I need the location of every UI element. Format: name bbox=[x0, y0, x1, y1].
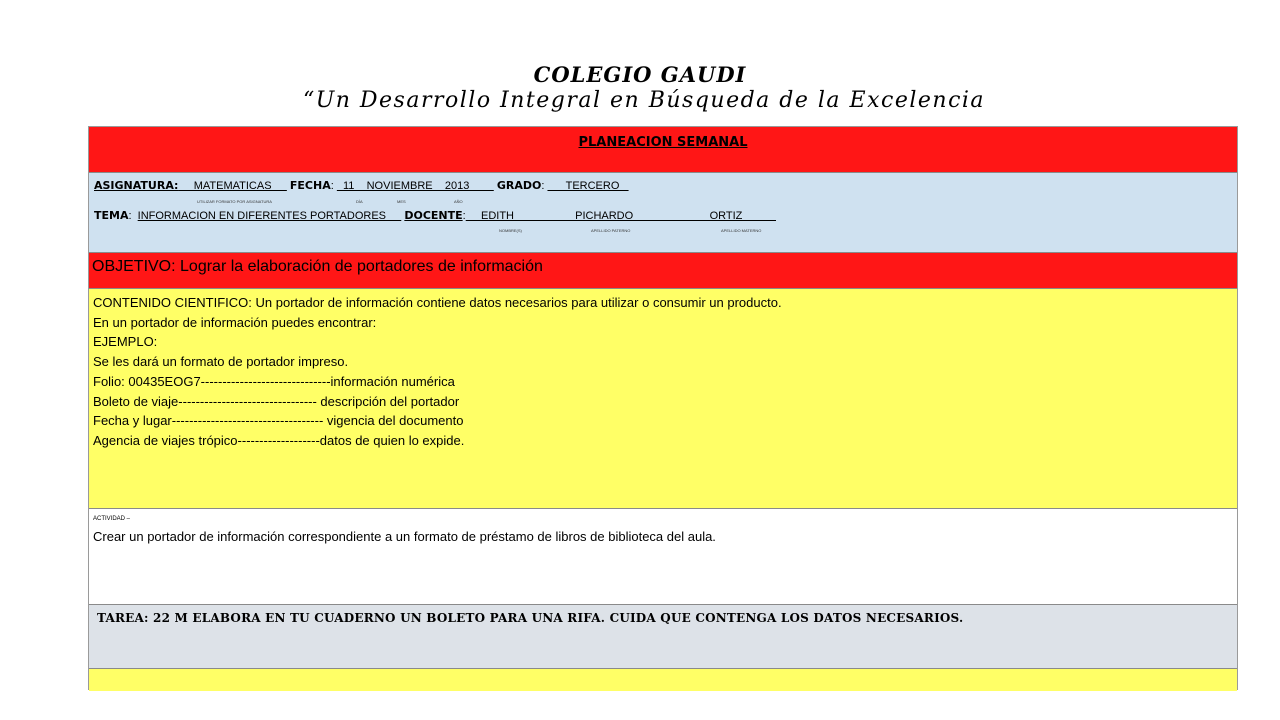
tarea-text: TAREA: 22 M ELABORA EN TU CUADERNO UN BOLETO PARA UNA RIFA. CUIDA QUE CONTENGA LOS DATOS NECESARIOS. bbox=[97, 611, 964, 625]
school-motto: “Un Desarrollo Integral en Búsqueda de la Excelencia bbox=[302, 88, 986, 113]
contenido-line: CONTENIDO CIENTIFICO: Un portador de información contiene datos necesarios para utilizar o consumir un producto. bbox=[93, 295, 782, 310]
contenido-line: En un portador de información puedes encontrar: bbox=[93, 314, 377, 330]
hint-materno: APELLIDO MATERNO bbox=[721, 228, 762, 233]
contenido-line: Fecha y lugar----------------------------------- vigencia del documento bbox=[93, 413, 464, 429]
footer-row bbox=[89, 669, 1237, 691]
asignatura-line bbox=[94, 179, 629, 192]
hint-nombre: NOMBRE(S) bbox=[499, 228, 522, 233]
grado-sep: : bbox=[541, 180, 548, 192]
hint-mes: MES bbox=[397, 199, 406, 204]
school-name: COLEGIO GAUDI bbox=[533, 62, 747, 87]
hint-paterno: APELLIDO PATERNO bbox=[591, 228, 631, 233]
contenido-line: Boleto de viaje-------------------------------- descripción del portador bbox=[93, 393, 460, 409]
hint-dia: DÍA bbox=[356, 199, 363, 204]
objetivo-text: OBJETIVO: Lograr la elaboración de portadores de información bbox=[92, 258, 543, 275]
tema-line bbox=[94, 209, 776, 222]
actividad-text: Crear un portador de información correspondiente a un formato de préstamo de libros de biblioteca del aula. bbox=[93, 529, 716, 544]
hint-asignatura: UTILIZAR FORMATO POR ASIGNATURA bbox=[197, 199, 272, 204]
contenido-line: Agencia de viajes trópico-------------------datos de quien lo expide. bbox=[93, 432, 465, 448]
tema-sep: : bbox=[128, 210, 138, 222]
contenido-line: Folio: 00435EOG7------------------------------información numérica bbox=[93, 373, 455, 389]
docente-value: EDITH PICHARDO ORTIZ bbox=[465, 210, 776, 222]
contenido-line: Se les dará un formato de portador impreso. bbox=[93, 354, 349, 370]
asignatura-label: ASIGNATURA: bbox=[94, 179, 179, 192]
contenido-block bbox=[93, 293, 782, 451]
planning-title: PLANEACION SEMANAL bbox=[578, 135, 748, 150]
asignatura-value: MATEMATICAS bbox=[178, 180, 287, 192]
docente-sep: : bbox=[462, 210, 466, 222]
grado-value: TERCERO bbox=[547, 180, 629, 192]
docente-label: DOCENTE bbox=[404, 209, 463, 222]
contenido-row bbox=[89, 289, 1237, 509]
tarea-row bbox=[89, 605, 1237, 669]
info-row bbox=[89, 173, 1237, 253]
tema-label: TEMA bbox=[94, 209, 129, 222]
title-row bbox=[89, 127, 1237, 173]
actividad-label: ACTIVIDAD – bbox=[93, 516, 131, 522]
objetivo-row bbox=[89, 253, 1237, 289]
grado-label: GRADO bbox=[496, 179, 542, 192]
document-header bbox=[0, 62, 1280, 114]
contenido-line: EJEMPLO: bbox=[93, 334, 158, 350]
tema-value: INFORMACION EN DIFERENTES PORTADORES bbox=[137, 210, 402, 222]
fecha-sep: : bbox=[330, 180, 337, 192]
hint-ano: AÑO bbox=[454, 199, 463, 204]
planning-table bbox=[88, 126, 1238, 690]
fecha-value: 11 NOVIEMBRE 2013 bbox=[336, 180, 494, 192]
fecha-label: FECHA bbox=[289, 179, 331, 192]
actividad-row bbox=[89, 509, 1237, 605]
